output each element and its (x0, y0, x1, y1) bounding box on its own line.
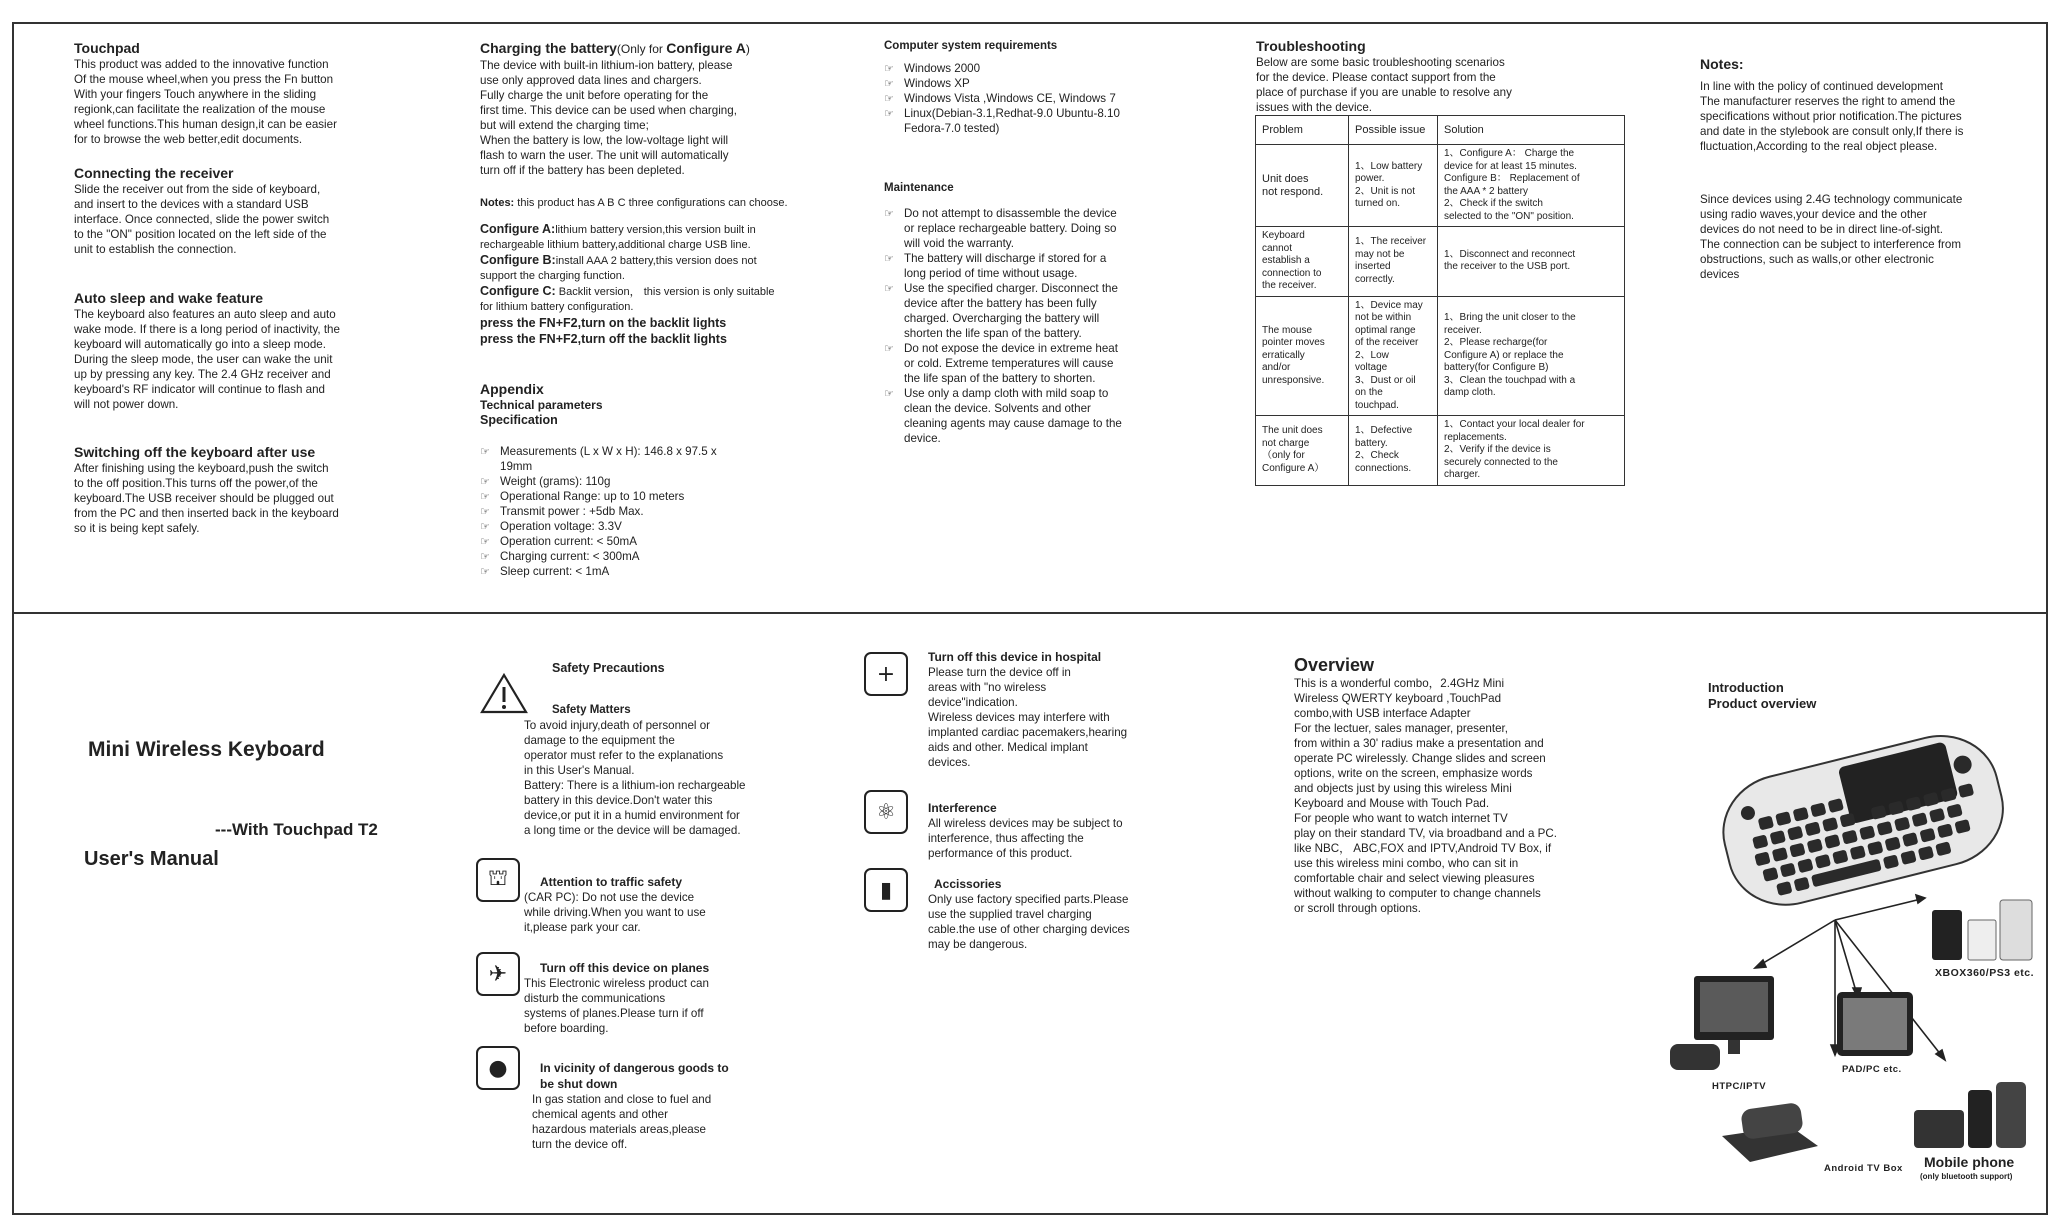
spec-item: ☞ Operational Range: up to 10 meters (480, 489, 840, 504)
cover-subtitle: ---With Touchpad T2 (215, 820, 378, 839)
dangerous-goods (532, 1060, 812, 1152)
table-cell: 1、The receiver may not be inserted correctly. (1349, 227, 1438, 297)
config-key: Configure C: (480, 284, 556, 298)
spec-item: ☞ Sleep current: < 1mA (480, 564, 840, 579)
spec-item: ☞ Measurements (L x W x H): 146.8 x 97.5 x 19mm (480, 444, 840, 474)
sysreq-item: ☞ Linux(Debian-3.1,Redhat-9.0 Ubuntu-8.10 Fedora-7.0 tested) (884, 106, 1184, 136)
console-devices-image (1930, 898, 2040, 964)
col-charging (480, 40, 840, 579)
section-title: Switching off the keyboard after use (74, 444, 316, 460)
maintenance-item: ☞ The battery will discharge if stored for a long period of time without usage. (884, 251, 1184, 281)
charging-body: The device with built-in lithium-ion battery, please use only approved data lines and chargers. Fully charge the unit before operating for the first time. This device can be used when charging, but will extend the charging time; When the battery is low, the low-voltage light will flash to warn the user. The unit will automatically turn off if the battery has been depleted. (480, 59, 737, 177)
mobile-note: (only bluetooth support) (1920, 1172, 2013, 1181)
cover-manual: User's Manual (84, 848, 219, 870)
planes-body: This Electronic wireless product can disturb the communications systems of planes.Please turn if off before boarding. (524, 977, 709, 1035)
intro-subtitle: Product overview (1708, 696, 1817, 711)
section-switching-off (74, 444, 384, 536)
section-touchpad (74, 40, 384, 147)
planes-title: Turn off this device on planes (540, 961, 710, 975)
airplane-icon: ✈ (476, 952, 520, 996)
maintenance-list (884, 206, 1184, 446)
overview-title: Overview (1294, 655, 1375, 675)
section-auto-sleep (74, 290, 384, 412)
spec-item: ☞ Operation current: < 50mA (480, 534, 840, 549)
notes-text: this product has A B C three configurations can choose. (514, 197, 788, 209)
maintenance-item: ☞ Use only a damp cloth with mild soap to clean the device. Solvents and other cleaning agents may cause damage to the device. (884, 386, 1184, 446)
table-cell: 1、Configure A： Charge the device for at least 15 minutes. Configure B： Replacement of the AAA * 2 battery 2、Check if the switch selected to the "ON" position. (1438, 145, 1625, 227)
notes-paragraph: In line with the policy of continued development The manufacturer reserves the right to amend the specifications without prior notification.The pictures and date in the stylebook are consult only,If there is fluctuation,According to the real object please. (1700, 80, 1964, 153)
cover-title: Mini Wireless Keyboard (88, 738, 325, 761)
sysreq-item: ☞ Windows 2000 (884, 61, 1184, 76)
maintenance-item: ☞ Do not attempt to disassemble the device or replace rechargeable battery. Doing so will void the warranty. (884, 206, 1184, 251)
overview-body: This is a wonderful combo，2.4GHz Mini Wireless QWERTY keyboard ,TouchPad combo,with USB interface Adapter For the lectuer, sales manager, presenter, from within a 30' radius make a presentation and operate PC wirelessly. Change slides and screen options, write on the screen, emphasize words and objects just by using this wireless Mini Keyboard and Mouse with Touch Pad. For people who want to watch internet TV play on their standard TV, via broadband and a PC. like NBC， ABC,FOX and IPTV,Android TV Box, if use this wireless mini combo, who can sit in comfortable chair and select viewing pleasures without walking to computer to change channels or scroll through options. (1294, 677, 1557, 915)
config-key: Configure A: (480, 222, 556, 236)
appendix-title: Appendix (480, 381, 544, 397)
interference (928, 800, 1178, 861)
intro-heading (1708, 680, 1816, 712)
spec-item: ☞ Transmit power : +5db Max. (480, 504, 840, 519)
charging-note-post: ) (745, 42, 750, 56)
tablet-image (1835, 990, 1915, 1058)
mobile-label: Mobile phone (1924, 1154, 2015, 1170)
sysreq-list (884, 61, 1184, 136)
planes-safety (524, 960, 804, 1036)
configurations (480, 222, 840, 315)
hospital-body: Please turn the device off in areas with "no wireless device"indication. Wireless devices may interfere with implanted cardiac pacemakers,hearing aids and other. Medical implant devices. (928, 666, 1128, 769)
config-value: Backlit version， this version is only suitable for lithium battery configuration. (480, 286, 775, 313)
table-cell: 1、Bring the unit closer to the receiver. 2、Please recharge(for Configure A) or replace the battery(for Configure B) 3、Clean the touchpad with a damp cloth. (1438, 296, 1625, 416)
section-body: Slide the receiver out from the side of keyboard, and insert to the devices with a standard USB interface. Once connected, slide the power switch to the "ON" position located on the left side of the unit to establish the connection. (74, 183, 330, 256)
col-troubleshooting (1256, 38, 1636, 486)
notes-paragraph: Since devices using 2.4G technology communicate using radio waves,your device and the other devices do not need to be in direct line-of-sight. The connection can be subject to interference from obstructions, such as walls,or other electronic devices (1700, 193, 1963, 281)
accessories-icon: ▮ (864, 868, 908, 912)
maintenance-title: Maintenance (884, 182, 954, 194)
config-c (480, 284, 840, 315)
charging-note-pre: (Only for (616, 42, 667, 56)
accessories-title: Accissories (934, 877, 1002, 891)
hospital-safety (928, 649, 1178, 770)
sysreq-title: Computer system requirements (884, 40, 1058, 52)
overview (1294, 654, 1614, 916)
troubleshooting-title: Troubleshooting (1256, 38, 1366, 54)
section-connecting (74, 165, 384, 257)
sysreq-item: ☞ Windows XP (884, 76, 1184, 91)
pad-label: PAD/PC etc. (1842, 1064, 1902, 1075)
column-header: Solution (1438, 116, 1625, 145)
charging-title: Charging the battery (480, 40, 617, 56)
table-cell: Keyboard cannot establish a connection to the receiver. (1256, 227, 1349, 297)
hazard-icon: ● (476, 1046, 520, 1090)
maintenance-item: ☞ Do not expose the device in extreme heat or cold. Extreme temperatures will cause the life span of the battery to shorten. (884, 341, 1184, 386)
spec-item: ☞ Operation voltage: 3.3V (480, 519, 840, 534)
interference-body: All wireless devices may be subject to interference, thus affecting the performance of this product. (928, 817, 1123, 860)
tech-params: Technical parameters (480, 398, 603, 412)
traffic-body: (CAR PC): Do not use the device while driving.When you want to use it,please park your car. (524, 891, 706, 934)
intro-title: Introduction (1708, 680, 1784, 695)
config-value: install AAA 2 battery,this version does not support the charging function. (480, 255, 757, 282)
traffic-title: Attention to traffic safety (540, 875, 683, 889)
section-body: The keyboard also features an auto sleep and auto wake mode. If there is a long period of inactivity, the keyboard will automatically go into a sleep mode. During the sleep mode, the user can wake the unit up by pressing any key. The 2.4 GHz receiver and keyboard's RF indicator will continue to flash and will not power down. (74, 308, 340, 411)
safety-column (524, 660, 824, 838)
maintenance-item: ☞ Use the specified charger. Disconnect the device after the battery has been fully charged. Overcharging the battery will shorten the life span of the battery. (884, 281, 1184, 341)
interference-icon: ⚛ (864, 790, 908, 834)
table-cell: 1、Low battery power. 2、Unit is not turned on. (1349, 145, 1438, 227)
traffic-safety (524, 874, 804, 935)
safety-title: Safety Precautions (552, 661, 665, 675)
safety-matters-body: To avoid injury,death of personnel or damage to the equipment the operator must refer to the explanations in this User's Manual. Battery: There is a lithium-ion rechargeable battery in this device.Don't water this device,or put it in a humid environment for a long time or the device will be damaged. (524, 719, 746, 837)
troubleshooting-table (1255, 115, 1625, 486)
hospital-title: Turn off this device in hospital (928, 650, 1102, 664)
notes-label: Notes: (480, 197, 515, 209)
htpc-label: HTPC/IPTV (1712, 1081, 1767, 1092)
table-cell: 1、Device may not be within optimal range of the receiver 2、Low voltage 3、Dust or oil on the touchpad. (1349, 296, 1438, 416)
config-a (480, 222, 840, 253)
android-box-label: Android TV Box (1824, 1163, 1903, 1174)
spec-item: ☞ Charging current: < 300mA (480, 549, 840, 564)
section-body: After finishing using the keyboard,push the switch to the off position.This turns off the power,of the keyboard.The USB receiver should be plugged out from the PC and then inserted back in the keyboard so it is being kept safely. (74, 462, 339, 535)
col-system (884, 38, 1184, 446)
table-header-row (1256, 116, 1625, 145)
backlit-on: press the FN+F2,turn on the backlit lights (480, 316, 727, 330)
car-icon: ⛫ (476, 858, 520, 902)
accessories-body: Only use factory specified parts.Please use the supplied travel charging cable.the use of other charging devices may be dangerous. (928, 893, 1130, 951)
spec-list (480, 444, 840, 579)
spec-item: ☞ Weight (grams): 110g (480, 474, 840, 489)
troubleshooting-intro: Below are some basic troubleshooting scenarios for the device. Please contact support from the place of purchase if you are unable to resolve any issues with the device. (1256, 56, 1512, 114)
column-header: Possible issue (1349, 116, 1438, 145)
table-cell: Unit does not respond. (1256, 145, 1349, 227)
config-value: lithium battery version,this version built in rechargeable lithium battery,additional charge USB line. (480, 224, 756, 251)
section-title: Touchpad (74, 40, 140, 56)
warning-triangle-icon (480, 672, 528, 719)
table-row (1256, 227, 1625, 297)
dangerous-body: In gas station and close to fuel and chemical agents and other hazardous materials areas,please turn the device off. (532, 1093, 712, 1151)
table-cell: The unit does not charge （only for Configure A） (1256, 416, 1349, 486)
hospital-cross-icon: + (864, 652, 908, 696)
table-cell: 1、Disconnect and reconnect the receiver to the USB port. (1438, 227, 1625, 297)
section-title: Connecting the receiver (74, 165, 234, 181)
android-box-image (1720, 1096, 1820, 1166)
htpc-image (1668, 974, 1778, 1078)
col-notes (1700, 56, 2030, 282)
config-key: Configure B: (480, 253, 556, 267)
section-title: Auto sleep and wake feature (74, 290, 264, 306)
dangerous-title: In vicinity of dangerous goods to be shut down (540, 1061, 729, 1091)
table-row (1256, 416, 1625, 486)
config-b (480, 253, 840, 284)
xbox-label: XBOX360/PS3 etc. (1935, 967, 2035, 979)
sysreq-item: ☞ Windows Vista ,Windows CE, Windows 7 (884, 91, 1184, 106)
charging-heading (480, 40, 840, 58)
table-row (1256, 145, 1625, 227)
safety-matters-title: Safety Matters (552, 704, 631, 716)
table-cell: 1、Contact your local dealer for replacements. 2、Verify if the device is securely connected to the charger. (1438, 416, 1625, 486)
accessories (928, 876, 1178, 952)
charging-note-bold: Configure A (666, 40, 746, 56)
col-usage (74, 40, 384, 536)
notes-title: Notes: (1700, 56, 1744, 72)
fold-divider (12, 612, 2048, 614)
table-cell: 1、Defective battery. 2、Check connections. (1349, 416, 1438, 486)
spec-title: Specification (480, 413, 558, 427)
table-cell: The mouse pointer moves erratically and/or unresponsive. (1256, 296, 1349, 416)
notes-line (480, 196, 840, 211)
section-body: This product was added to the innovative function Of the mouse wheel,when you press the Fn button With your fingers Touch anywhere in the sliding regionk,can facilitate the realization of the mouse wheel functions.This human design,it can be easier for to browse the web better,edit documents. (74, 58, 337, 146)
column-header: Problem (1256, 116, 1349, 145)
backlit-off: press the FN+F2,turn off the backlit lights (480, 332, 727, 346)
interference-title: Interference (928, 801, 997, 815)
table-row (1256, 296, 1625, 416)
mobile-phones-image (1912, 1080, 2032, 1152)
